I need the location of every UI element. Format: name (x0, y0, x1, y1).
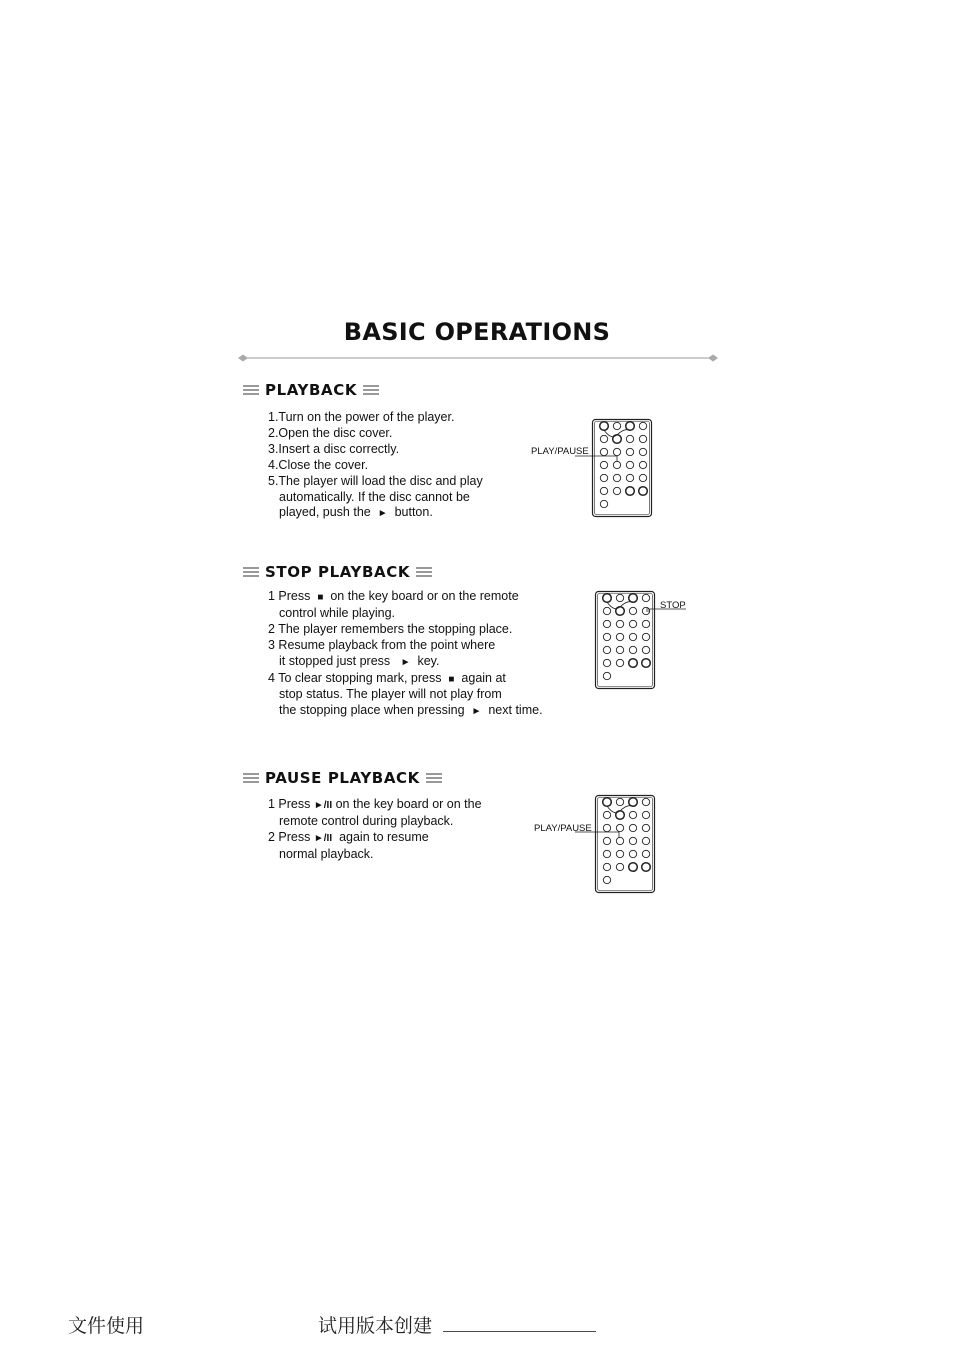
remote-button (603, 850, 610, 857)
step: 3 Resume playback from the point where (268, 637, 496, 652)
step (268, 671, 543, 688)
triple-bar-icon (243, 772, 259, 784)
remote-button (626, 422, 635, 431)
remote-button (642, 798, 649, 805)
remote-button (603, 837, 610, 844)
remote-button (642, 659, 651, 668)
remote-button (600, 422, 609, 431)
remote-button (629, 646, 636, 653)
play-icon: ► (377, 508, 388, 520)
pause-heading-label: PAUSE PLAYBACK (265, 769, 420, 787)
step-text: 1 Press (268, 589, 311, 603)
remote-button (616, 850, 623, 857)
remote-connector (607, 602, 633, 609)
playback-heading-label: PLAYBACK (265, 381, 358, 399)
triple-bar-icon (243, 566, 259, 578)
step-continued: normal playback. (279, 846, 374, 861)
remote-button (603, 876, 610, 883)
play-pause-callout: PLAY/PAUSE (531, 446, 589, 457)
remote-button (616, 633, 623, 640)
remote-button (626, 448, 633, 455)
remote-button (603, 594, 612, 603)
step-text: next time. (488, 703, 543, 718)
remote-button (642, 824, 649, 831)
remote-button (629, 620, 636, 627)
step-text: again at (461, 670, 506, 685)
remote-button (616, 646, 623, 653)
callout-leader (575, 831, 623, 837)
step: 3.Insert a disc correctly. (268, 441, 400, 456)
footer-left-text: 文件使用 (68, 1315, 145, 1337)
remote-button (639, 435, 646, 442)
remote-button (626, 474, 633, 481)
step-continued: remote control during playback. (279, 813, 454, 828)
remote-button (616, 863, 623, 870)
stop-icon: ■ (317, 592, 324, 603)
remote-button (642, 594, 649, 601)
remote-button (600, 461, 607, 468)
remote-button (642, 633, 649, 640)
remote-button (613, 474, 620, 481)
remote-button (629, 659, 638, 668)
play-pause-icon: ►/II (313, 832, 333, 844)
stop-icon: ■ (448, 673, 455, 685)
play-icon: ► (400, 656, 411, 668)
playback-heading (243, 381, 379, 399)
remote-button (616, 594, 623, 601)
step-continued: control while playing. (279, 605, 396, 620)
remote-button (639, 422, 646, 429)
remote-button (639, 487, 648, 496)
remote-button (642, 850, 649, 857)
remote-button (626, 487, 635, 496)
footer-right-text: 试用版本创建 (318, 1315, 433, 1337)
step-text: button. (394, 505, 433, 520)
step-text: 1 Press (268, 797, 311, 811)
footer-link-underline[interactable] (443, 1331, 596, 1332)
step-text: again to resume (339, 829, 429, 844)
step-text: on the key board or on the (335, 797, 482, 811)
stop-steps (268, 589, 543, 720)
stop-heading-label: STOP PLAYBACK (265, 563, 411, 581)
callout-leader (646, 605, 688, 611)
remote-button (629, 811, 636, 818)
step: 2 The player remembers the stopping place. (268, 621, 513, 636)
title-divider (238, 352, 718, 364)
remote-button (616, 659, 623, 666)
step: 5.The player will load the disc and play (268, 473, 483, 488)
pause-steps (268, 797, 482, 863)
play-icon: ► (471, 706, 482, 718)
remote-button (642, 620, 649, 627)
remote-connector (604, 430, 630, 437)
triple-bar-icon (363, 384, 379, 396)
play-pause-icon: ►/II (313, 800, 333, 811)
step: 4.Close the cover. (268, 457, 369, 472)
triple-bar-icon (426, 772, 442, 784)
step (268, 589, 543, 606)
remote-button (603, 811, 610, 818)
remote-button (639, 474, 646, 481)
remote-button (603, 798, 612, 807)
remote-button (616, 837, 623, 844)
step-continued (268, 505, 483, 522)
remote-button (600, 435, 607, 442)
step: 2.Open the disc cover. (268, 425, 393, 440)
remote-connector (607, 806, 633, 813)
step-text: on the key board or on the remote (330, 589, 519, 603)
remote-button (642, 863, 651, 872)
remote-button (603, 633, 610, 640)
remote-button (629, 594, 638, 603)
step-text: 4 To clear stopping mark, press (268, 670, 442, 685)
remote-button (629, 798, 638, 807)
remote-button (603, 607, 610, 614)
play-pause-callout: PLAY/PAUSE (534, 823, 592, 834)
step-text: the stopping place when pressing (279, 703, 465, 718)
remote-button (629, 633, 636, 640)
step-text: it stopped just press (279, 653, 391, 668)
remote-button (629, 837, 636, 844)
step: 1.Turn on the power of the player. (268, 410, 455, 424)
remote-button (603, 659, 610, 666)
stop-callout: STOP (660, 600, 686, 611)
step (268, 830, 482, 847)
step-continued: stop status. The player will not play from (279, 687, 502, 702)
step-continued (268, 703, 543, 720)
stop-heading (243, 563, 432, 581)
remote-button (616, 798, 623, 805)
remote-button (629, 607, 636, 614)
callout-leader (575, 455, 623, 461)
remote-button (639, 448, 646, 455)
remote-button (642, 646, 649, 653)
remote-button (616, 620, 623, 627)
remote-button (603, 620, 610, 627)
remote-button (613, 487, 620, 494)
remote-button (616, 607, 625, 616)
step-text: 2 Press (268, 829, 311, 844)
remote-button (642, 811, 649, 818)
remote-button (639, 461, 646, 468)
remote-button (629, 824, 636, 831)
remote-control-icon (591, 418, 654, 519)
remote-control-icon (594, 794, 657, 895)
remote-button (616, 811, 625, 820)
remote-button (603, 863, 610, 870)
playback-steps (268, 410, 483, 522)
remote-button (642, 837, 649, 844)
triple-bar-icon (416, 566, 432, 578)
remote-button (603, 646, 610, 653)
remote-button (626, 461, 633, 468)
remote-button (600, 500, 607, 507)
remote-button (613, 435, 622, 444)
triple-bar-icon (243, 384, 259, 396)
remote-button (613, 461, 620, 468)
remote-button (629, 850, 636, 857)
remote-button (600, 487, 607, 494)
page-title: BASIC OPERATIONS (343, 318, 611, 346)
remote-button (626, 435, 633, 442)
remote-button (603, 672, 610, 679)
step-continued (268, 654, 543, 671)
step-text: played, push the (279, 505, 371, 520)
remote-button (613, 422, 620, 429)
step-text: key. (417, 653, 440, 668)
remote-button (629, 863, 638, 872)
pause-heading (243, 769, 442, 787)
remote-button (600, 474, 607, 481)
step (268, 797, 482, 814)
step-continued: automatically. If the disc cannot be (279, 489, 470, 504)
